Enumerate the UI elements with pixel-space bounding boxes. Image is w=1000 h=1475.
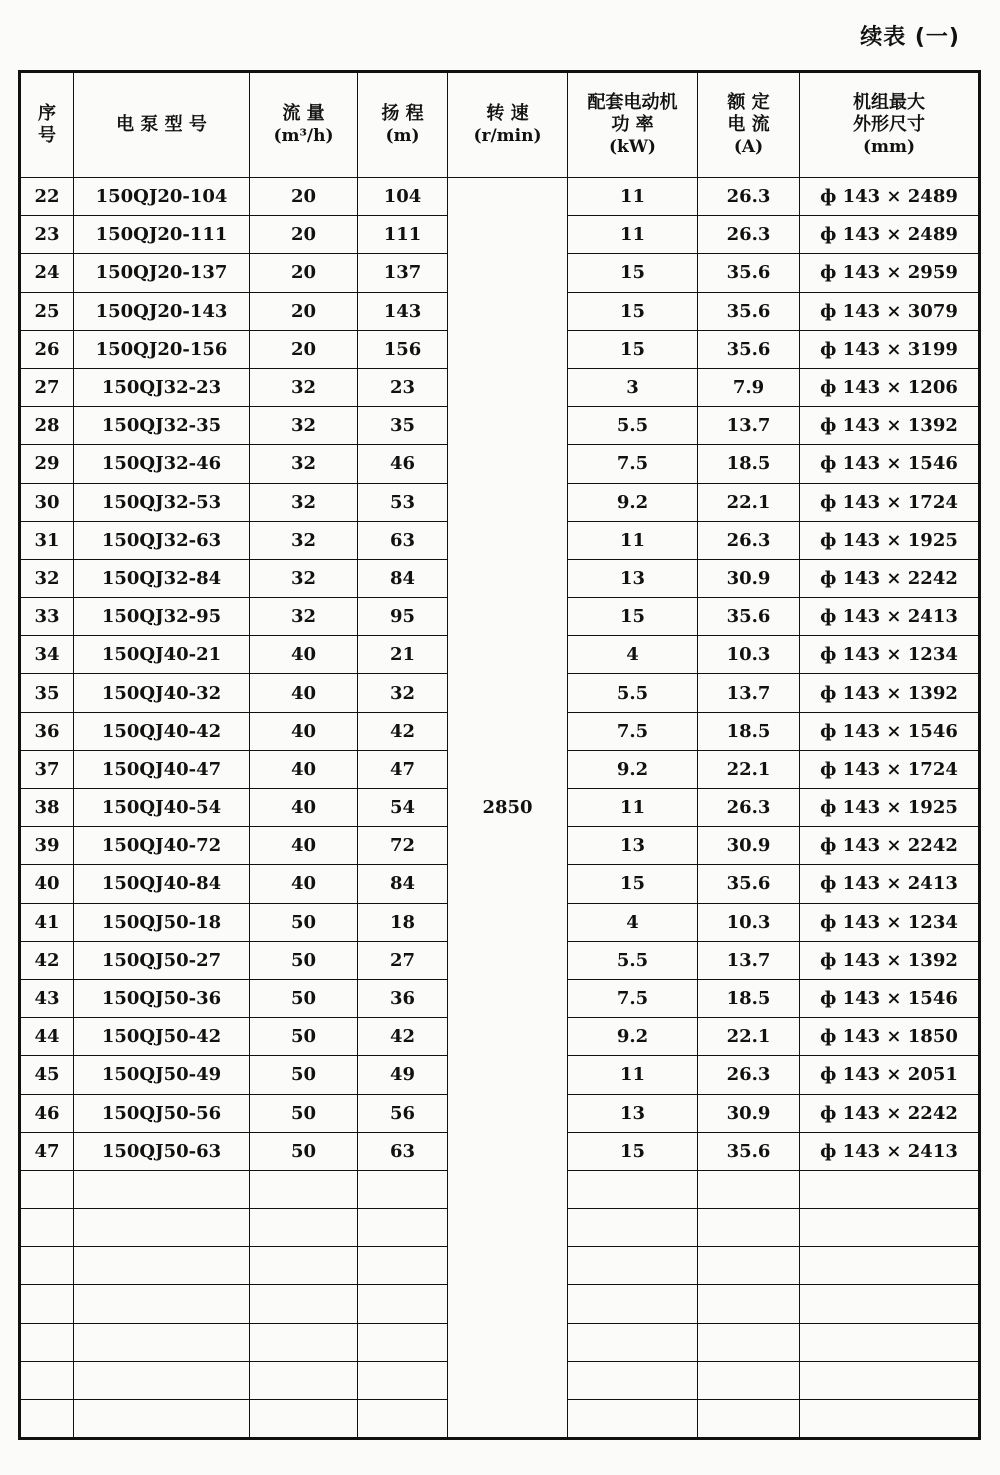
- cell-model: 150QJ50-56: [74, 1094, 250, 1132]
- empty-cell: [250, 1323, 358, 1361]
- cell-power: 4: [568, 903, 698, 941]
- cell-size: ф 143 × 1546: [800, 712, 980, 750]
- empty-cell: [20, 1209, 74, 1247]
- empty-cell: [698, 1400, 800, 1439]
- table-row: [20, 178, 980, 216]
- cell-head: 53: [358, 483, 448, 521]
- empty-cell: [800, 1209, 980, 1247]
- cell-size: ф 143 × 1206: [800, 368, 980, 406]
- empty-cell: [250, 1209, 358, 1247]
- empty-cell: [20, 1361, 74, 1399]
- cell-head: 137: [358, 254, 448, 292]
- cell-power: 13: [568, 559, 698, 597]
- cell-current: 13.7: [698, 941, 800, 979]
- empty-cell: [800, 1400, 980, 1439]
- cell-no: 31: [20, 521, 74, 559]
- cell-current: 30.9: [698, 559, 800, 597]
- cell-size: ф 143 × 3199: [800, 330, 980, 368]
- cell-model: 150QJ32-53: [74, 483, 250, 521]
- empty-cell: [568, 1323, 698, 1361]
- cell-model: 150QJ20-143: [74, 292, 250, 330]
- cell-current: 18.5: [698, 979, 800, 1017]
- cell-head: 18: [358, 903, 448, 941]
- cell-flow: 20: [250, 178, 358, 216]
- cell-flow: 32: [250, 521, 358, 559]
- empty-cell: [250, 1285, 358, 1323]
- cell-head: 84: [358, 559, 448, 597]
- cell-current: 22.1: [698, 483, 800, 521]
- empty-cell: [20, 1400, 74, 1439]
- empty-cell: [74, 1209, 250, 1247]
- cell-no: 27: [20, 368, 74, 406]
- cell-flow: 40: [250, 827, 358, 865]
- cell-no: 34: [20, 636, 74, 674]
- cell-flow: 32: [250, 559, 358, 597]
- cell-no: 40: [20, 865, 74, 903]
- cell-size: ф 143 × 1850: [800, 1018, 980, 1056]
- cell-model: 150QJ40-84: [74, 865, 250, 903]
- cell-head: 46: [358, 445, 448, 483]
- empty-cell: [20, 1247, 74, 1285]
- col-header-head-unit: (m): [385, 126, 420, 146]
- cell-head: 42: [358, 1018, 448, 1056]
- empty-cell: [698, 1209, 800, 1247]
- empty-cell: [250, 1400, 358, 1439]
- empty-cell: [358, 1361, 448, 1399]
- empty-cell: [74, 1400, 250, 1439]
- cell-current: 35.6: [698, 1132, 800, 1170]
- cell-model: 150QJ20-111: [74, 216, 250, 254]
- cell-power: 11: [568, 1056, 698, 1094]
- cell-current: 22.1: [698, 1018, 800, 1056]
- cell-current: 13.7: [698, 407, 800, 445]
- cell-no: 37: [20, 750, 74, 788]
- cell-flow: 50: [250, 1018, 358, 1056]
- cell-size: ф 143 × 1392: [800, 407, 980, 445]
- cell-flow: 32: [250, 445, 358, 483]
- empty-cell: [358, 1323, 448, 1361]
- cell-current: 18.5: [698, 445, 800, 483]
- cell-head: 143: [358, 292, 448, 330]
- cell-current: 35.6: [698, 865, 800, 903]
- cell-current: 35.6: [698, 598, 800, 636]
- empty-cell: [568, 1361, 698, 1399]
- cell-head: 21: [358, 636, 448, 674]
- empty-cell: [74, 1247, 250, 1285]
- cell-flow: 40: [250, 636, 358, 674]
- cell-model: 150QJ40-54: [74, 789, 250, 827]
- cell-flow: 50: [250, 903, 358, 941]
- cell-head: 36: [358, 979, 448, 1017]
- empty-cell: [250, 1247, 358, 1285]
- cell-power: 7.5: [568, 712, 698, 750]
- cell-current: 18.5: [698, 712, 800, 750]
- empty-cell: [74, 1285, 250, 1323]
- col-header-no-line2: 号: [38, 125, 56, 146]
- empty-cell: [74, 1323, 250, 1361]
- cell-flow: 40: [250, 865, 358, 903]
- cell-model: 150QJ50-27: [74, 941, 250, 979]
- cell-power: 9.2: [568, 1018, 698, 1056]
- cell-model: 150QJ40-21: [74, 636, 250, 674]
- col-header-speed: [448, 72, 568, 178]
- table-caption: 续表 (一): [860, 25, 960, 50]
- cell-head: 42: [358, 712, 448, 750]
- cell-flow: 32: [250, 368, 358, 406]
- cell-power: 15: [568, 598, 698, 636]
- cell-model: 150QJ32-35: [74, 407, 250, 445]
- empty-cell: [800, 1361, 980, 1399]
- cell-model: 150QJ40-32: [74, 674, 250, 712]
- empty-cell: [358, 1285, 448, 1323]
- cell-no: 29: [20, 445, 74, 483]
- cell-head: 54: [358, 789, 448, 827]
- empty-cell: [568, 1170, 698, 1208]
- col-header-size-unit: (mm): [862, 137, 916, 157]
- col-header-speed-unit: (r/min): [473, 126, 542, 146]
- cell-size: ф 143 × 1392: [800, 674, 980, 712]
- cell-current: 10.3: [698, 903, 800, 941]
- cell-no: 44: [20, 1018, 74, 1056]
- cell-power: 15: [568, 292, 698, 330]
- empty-cell: [800, 1170, 980, 1208]
- col-header-size: [800, 72, 980, 178]
- cell-power: 13: [568, 827, 698, 865]
- col-header-current-name2: 电 流: [727, 114, 770, 135]
- cell-flow: 20: [250, 216, 358, 254]
- cell-head: 27: [358, 941, 448, 979]
- col-header-flow-unit: (m³/h): [273, 126, 334, 146]
- cell-no: 45: [20, 1056, 74, 1094]
- cell-model: 150QJ32-84: [74, 559, 250, 597]
- cell-power: 15: [568, 330, 698, 368]
- cell-size: ф 143 × 2489: [800, 178, 980, 216]
- cell-current: 26.3: [698, 178, 800, 216]
- cell-head: 63: [358, 521, 448, 559]
- cell-size: ф 143 × 1724: [800, 750, 980, 788]
- cell-flow: 50: [250, 1132, 358, 1170]
- cell-flow: 32: [250, 483, 358, 521]
- cell-current: 26.3: [698, 1056, 800, 1094]
- cell-size: ф 143 × 2413: [800, 1132, 980, 1170]
- empty-cell: [358, 1170, 448, 1208]
- empty-cell: [250, 1361, 358, 1399]
- cell-model: 150QJ50-63: [74, 1132, 250, 1170]
- col-header-power-name2: 功 率: [611, 114, 654, 135]
- cell-size: ф 143 × 1925: [800, 521, 980, 559]
- empty-cell: [568, 1209, 698, 1247]
- empty-cell: [20, 1170, 74, 1208]
- cell-current: 26.3: [698, 521, 800, 559]
- empty-cell: [698, 1170, 800, 1208]
- cell-head: 47: [358, 750, 448, 788]
- cell-power: 3: [568, 368, 698, 406]
- cell-no: 24: [20, 254, 74, 292]
- cell-current: 30.9: [698, 1094, 800, 1132]
- cell-power: 9.2: [568, 483, 698, 521]
- cell-current: 30.9: [698, 827, 800, 865]
- cell-size: ф 143 × 1546: [800, 979, 980, 1017]
- cell-no: 39: [20, 827, 74, 865]
- cell-no: 30: [20, 483, 74, 521]
- cell-power: 4: [568, 636, 698, 674]
- cell-power: 15: [568, 865, 698, 903]
- cell-no: 33: [20, 598, 74, 636]
- cell-head: 23: [358, 368, 448, 406]
- cell-size: ф 143 × 2242: [800, 1094, 980, 1132]
- empty-cell: [20, 1323, 74, 1361]
- cell-model: 150QJ32-95: [74, 598, 250, 636]
- cell-power: 11: [568, 216, 698, 254]
- cell-current: 13.7: [698, 674, 800, 712]
- cell-model: 150QJ50-36: [74, 979, 250, 1017]
- cell-power: 11: [568, 178, 698, 216]
- cell-current: 35.6: [698, 330, 800, 368]
- cell-current: 7.9: [698, 368, 800, 406]
- cell-flow: 50: [250, 979, 358, 1017]
- empty-cell: [20, 1285, 74, 1323]
- col-header-model: 电 泵 型 号: [74, 72, 250, 178]
- cell-head: 95: [358, 598, 448, 636]
- cell-head: 156: [358, 330, 448, 368]
- col-header-size-name2: 外形尺寸: [853, 114, 925, 135]
- col-header-power-name1: 配套电动机: [587, 92, 678, 113]
- cell-flow: 20: [250, 254, 358, 292]
- col-header-flow: [250, 72, 358, 178]
- cell-size: ф 143 × 2413: [800, 598, 980, 636]
- empty-cell: [698, 1285, 800, 1323]
- cell-model: 150QJ40-47: [74, 750, 250, 788]
- empty-cell: [568, 1400, 698, 1439]
- cell-power: 9.2: [568, 750, 698, 788]
- cell-model: 150QJ20-137: [74, 254, 250, 292]
- cell-size: ф 143 × 1234: [800, 636, 980, 674]
- col-header-no-line1: 序: [38, 103, 56, 124]
- cell-size: ф 143 × 1724: [800, 483, 980, 521]
- col-header-current: [698, 72, 800, 178]
- cell-current: 26.3: [698, 789, 800, 827]
- empty-cell: [698, 1247, 800, 1285]
- col-header-size-name1: 机组最大: [853, 92, 925, 113]
- cell-size: ф 143 × 1925: [800, 789, 980, 827]
- cell-current: 22.1: [698, 750, 800, 788]
- cell-flow: 40: [250, 712, 358, 750]
- cell-size: ф 143 × 2959: [800, 254, 980, 292]
- empty-cell: [698, 1361, 800, 1399]
- cell-no: 41: [20, 903, 74, 941]
- cell-flow: 40: [250, 674, 358, 712]
- cell-no: 43: [20, 979, 74, 1017]
- cell-size: ф 143 × 2242: [800, 827, 980, 865]
- cell-size: ф 143 × 2413: [800, 865, 980, 903]
- cell-model: 150QJ32-46: [74, 445, 250, 483]
- table-body: [20, 178, 980, 1439]
- empty-cell: [358, 1209, 448, 1247]
- cell-head: 84: [358, 865, 448, 903]
- cell-model: 150QJ32-63: [74, 521, 250, 559]
- cell-power: 7.5: [568, 979, 698, 1017]
- cell-no: 32: [20, 559, 74, 597]
- cell-head: 32: [358, 674, 448, 712]
- cell-flow: 40: [250, 750, 358, 788]
- cell-flow: 40: [250, 789, 358, 827]
- col-header-power: [568, 72, 698, 178]
- empty-cell: [568, 1285, 698, 1323]
- cell-current: 10.3: [698, 636, 800, 674]
- header-row: [20, 72, 980, 178]
- cell-size: ф 143 × 1546: [800, 445, 980, 483]
- col-header-current-name1: 额 定: [727, 92, 770, 113]
- cell-flow: 32: [250, 598, 358, 636]
- cell-model: 150QJ50-49: [74, 1056, 250, 1094]
- empty-cell: [800, 1323, 980, 1361]
- cell-no: 25: [20, 292, 74, 330]
- cell-head: 35: [358, 407, 448, 445]
- empty-cell: [74, 1361, 250, 1399]
- cell-no: 23: [20, 216, 74, 254]
- col-header-speed-name: 转 速: [486, 103, 529, 124]
- cell-size: ф 143 × 2242: [800, 559, 980, 597]
- empty-cell: [800, 1285, 980, 1323]
- cell-flow: 20: [250, 330, 358, 368]
- cell-model: 150QJ20-104: [74, 178, 250, 216]
- empty-cell: [800, 1247, 980, 1285]
- cell-model: 150QJ40-42: [74, 712, 250, 750]
- cell-model: 150QJ50-18: [74, 903, 250, 941]
- col-header-head: [358, 72, 448, 178]
- cell-power: 13: [568, 1094, 698, 1132]
- empty-cell: [250, 1170, 358, 1208]
- speed-cell: 2850: [448, 178, 568, 1439]
- cell-current: 35.6: [698, 254, 800, 292]
- cell-no: 38: [20, 789, 74, 827]
- empty-cell: [358, 1247, 448, 1285]
- cell-power: 11: [568, 789, 698, 827]
- cell-flow: 32: [250, 407, 358, 445]
- cell-model: 150QJ32-23: [74, 368, 250, 406]
- cell-power: 15: [568, 1132, 698, 1170]
- empty-cell: [74, 1170, 250, 1208]
- pump-spec-table: [18, 70, 981, 1440]
- cell-flow: 50: [250, 1094, 358, 1132]
- cell-no: 42: [20, 941, 74, 979]
- cell-power: 5.5: [568, 941, 698, 979]
- cell-no: 28: [20, 407, 74, 445]
- cell-power: 5.5: [568, 674, 698, 712]
- cell-no: 36: [20, 712, 74, 750]
- col-header-current-unit: (A): [733, 137, 764, 157]
- col-header-head-name: 扬 程: [381, 103, 424, 124]
- cell-power: 5.5: [568, 407, 698, 445]
- cell-flow: 50: [250, 1056, 358, 1094]
- cell-size: ф 143 × 2051: [800, 1056, 980, 1094]
- cell-no: 46: [20, 1094, 74, 1132]
- col-header-flow-name: 流 量: [282, 103, 325, 124]
- empty-cell: [568, 1247, 698, 1285]
- cell-model: 150QJ40-72: [74, 827, 250, 865]
- cell-no: 47: [20, 1132, 74, 1170]
- cell-size: ф 143 × 1234: [800, 903, 980, 941]
- cell-no: 35: [20, 674, 74, 712]
- empty-cell: [698, 1323, 800, 1361]
- cell-no: 22: [20, 178, 74, 216]
- cell-head: 56: [358, 1094, 448, 1132]
- cell-no: 26: [20, 330, 74, 368]
- col-header-power-unit: (kW): [609, 137, 656, 157]
- col-header-no: [20, 72, 74, 178]
- cell-model: 150QJ20-156: [74, 330, 250, 368]
- cell-size: ф 143 × 2489: [800, 216, 980, 254]
- cell-power: 15: [568, 254, 698, 292]
- cell-power: 11: [568, 521, 698, 559]
- cell-flow: 20: [250, 292, 358, 330]
- cell-power: 7.5: [568, 445, 698, 483]
- cell-current: 35.6: [698, 292, 800, 330]
- cell-head: 104: [358, 178, 448, 216]
- cell-current: 26.3: [698, 216, 800, 254]
- cell-head: 49: [358, 1056, 448, 1094]
- cell-size: ф 143 × 3079: [800, 292, 980, 330]
- cell-flow: 50: [250, 941, 358, 979]
- cell-size: ф 143 × 1392: [800, 941, 980, 979]
- cell-model: 150QJ50-42: [74, 1018, 250, 1056]
- cell-head: 63: [358, 1132, 448, 1170]
- cell-head: 72: [358, 827, 448, 865]
- cell-head: 111: [358, 216, 448, 254]
- empty-cell: [358, 1400, 448, 1439]
